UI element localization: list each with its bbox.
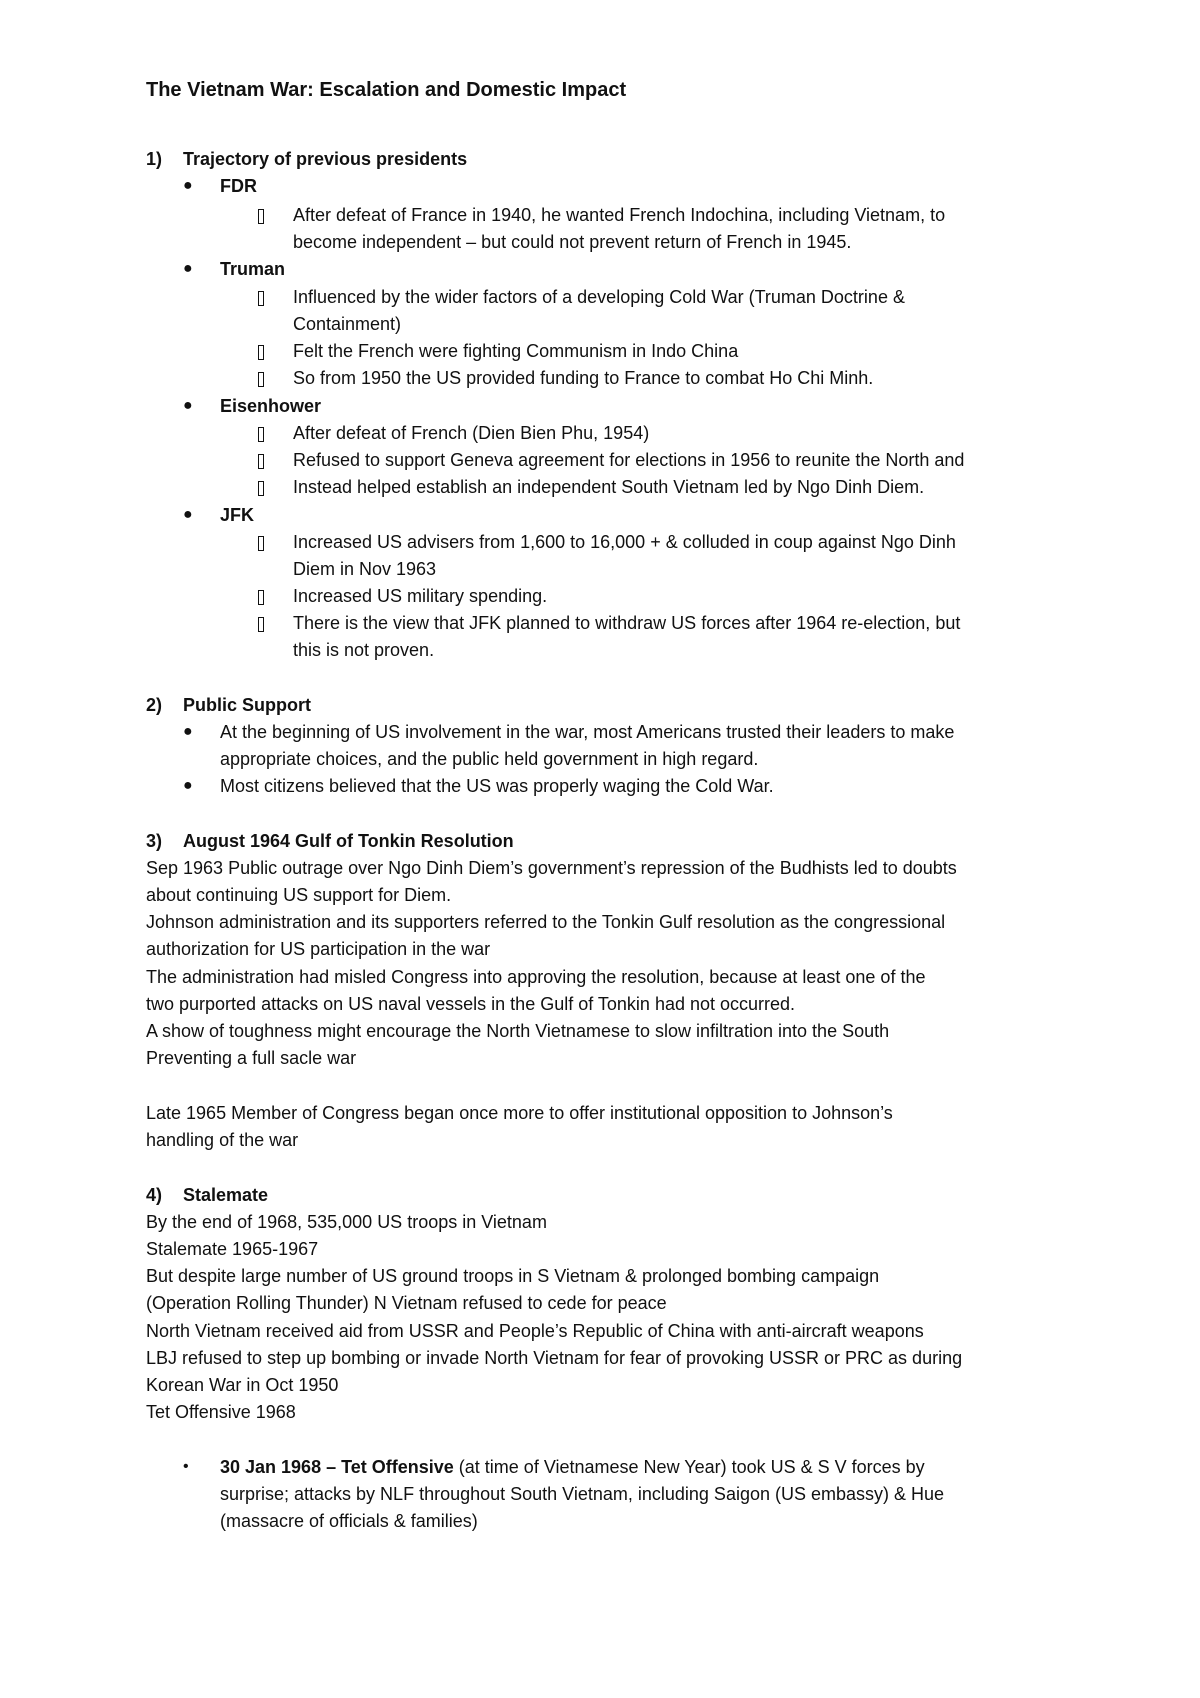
public-support-point-1-cont: appropriate choices, and the public held government in high regard. — [220, 749, 759, 769]
tet-offensive-point-cont: surprise; attacks by NLF throughout South Vietnam, including Saigon (US embassy) & Hue — [220, 1484, 945, 1504]
bullet-dot-icon: ● — [183, 260, 193, 277]
jfk-point-2: Increased US military spending. — [293, 586, 548, 606]
square-bullet-icon — [258, 481, 264, 496]
square-bullet-icon — [258, 536, 264, 551]
bullet-dot-icon: ● — [183, 177, 193, 194]
paragraph-line: But despite large number of US ground troops in S Vietnam & prolonged bombing campaign — [146, 1266, 880, 1286]
section-3-heading: August 1964 Gulf of Tonkin Resolution — [183, 831, 514, 851]
square-bullet-icon — [258, 617, 264, 632]
section-1-heading: Trajectory of previous presidents — [183, 149, 468, 169]
eisenhower-point-3: Instead helped establish an independent South Vietnam led by Ngo Dinh Diem. — [293, 477, 925, 497]
jfk-point-1-cont: Diem in Nov 1963 — [293, 559, 437, 579]
paragraph-line: two purported attacks on US naval vessels in the Gulf of Tonkin had not occurred. — [146, 994, 796, 1014]
square-bullet-icon — [258, 372, 264, 387]
paragraph-line: authorization for US participation in the war — [146, 939, 491, 959]
section-4-number: 4) — [146, 1185, 163, 1205]
section-4-heading: Stalemate — [183, 1185, 269, 1205]
tet-offensive-text: (at time of Vietnamese New Year) took US & S V forces by — [453, 1457, 925, 1477]
truman-point-3: So from 1950 the US provided funding to France to combat Ho Chi Minh. — [293, 368, 874, 388]
truman-point-1: Influenced by the wider factors of a developing Cold War (Truman Doctrine & — [293, 287, 905, 307]
paragraph-line: Johnson administration and its supporters referred to the Tonkin Gulf resolution as the congressional — [146, 912, 946, 932]
bullet-dot-icon: ● — [183, 397, 193, 414]
tet-offensive-point — [220, 1455, 925, 1479]
truman-point-2: Felt the French were fighting Communism in Indo China — [293, 341, 739, 361]
square-bullet-icon — [258, 427, 264, 442]
truman-label: Truman — [220, 259, 286, 279]
section-1-number: 1) — [146, 149, 163, 169]
bullet-dot-icon: ● — [183, 723, 193, 740]
square-bullet-icon — [258, 345, 264, 360]
bullet-dot-icon: • — [183, 1458, 189, 1475]
public-support-point-1: At the beginning of US involvement in the war, most Americans trusted their leaders to make — [220, 722, 955, 742]
paragraph-line: about continuing US support for Diem. — [146, 885, 452, 905]
paragraph-line: Preventing a full sacle war — [146, 1048, 357, 1068]
page-title: The Vietnam War: Escalation and Domestic Impact — [146, 79, 627, 101]
jfk-point-1: Increased US advisers from 1,600 to 16,000 + & colluded in coup against Ngo Dinh — [293, 532, 956, 552]
paragraph-line: Sep 1963 Public outrage over Ngo Dinh Diem’s government’s repression of the Budhists led to doubts — [146, 858, 957, 878]
eisenhower-label: Eisenhower — [220, 396, 322, 416]
paragraph-line: By the end of 1968, 535,000 US troops in Vietnam — [146, 1212, 547, 1232]
paragraph-line: The administration had misled Congress into approving the resolution, because at least one of the — [146, 967, 926, 987]
bullet-dot-icon: ● — [183, 777, 193, 794]
paragraph-line: Late 1965 Member of Congress began once more to offer institutional opposition to Johnson’s — [146, 1103, 893, 1123]
section-2-heading: Public Support — [183, 695, 311, 715]
eisenhower-point-2: Refused to support Geneva agreement for elections in 1956 to reunite the North and — [293, 450, 965, 470]
fdr-point-1-cont: become independent – but could not prevent return of French in 1945. — [293, 232, 852, 252]
square-bullet-icon — [258, 209, 264, 224]
square-bullet-icon — [258, 291, 264, 306]
public-support-point-2: Most citizens believed that the US was properly waging the Cold War. — [220, 776, 774, 796]
tet-offensive-point-cont: (massacre of officials & families) — [220, 1511, 478, 1531]
jfk-point-3-cont: this is not proven. — [293, 640, 435, 660]
section-3-number: 3) — [146, 831, 163, 851]
paragraph-line: handling of the war — [146, 1130, 299, 1150]
square-bullet-icon — [258, 454, 264, 469]
paragraph-line: A show of toughness might encourage the North Vietnamese to slow infiltration into the South — [146, 1021, 890, 1041]
jfk-label: JFK — [220, 505, 255, 525]
paragraph-line: Tet Offensive 1968 — [146, 1402, 296, 1422]
truman-point-1-cont: Containment) — [293, 314, 402, 334]
paragraph-line: North Vietnam received aid from USSR and People’s Republic of China with anti-aircraft weapons — [146, 1321, 924, 1341]
fdr-point-1: After defeat of France in 1940, he wanted French Indochina, including Vietnam, to — [293, 205, 946, 225]
bullet-dot-icon: ● — [183, 506, 193, 523]
paragraph-line: LBJ refused to step up bombing or invade North Vietnam for fear of provoking USSR or PRC as during — [146, 1348, 963, 1368]
square-bullet-icon — [258, 590, 264, 605]
section-2-number: 2) — [146, 695, 163, 715]
fdr-label: FDR — [220, 176, 257, 196]
tet-offensive-date: 30 Jan 1968 – Tet Offensive — [220, 1457, 454, 1477]
jfk-point-3: There is the view that JFK planned to withdraw US forces after 1964 re-election, but — [293, 613, 961, 633]
paragraph-line: Korean War in Oct 1950 — [146, 1375, 339, 1395]
eisenhower-point-1: After defeat of French (Dien Bien Phu, 1954) — [293, 423, 650, 443]
paragraph-line: Stalemate 1965-1967 — [146, 1239, 319, 1259]
paragraph-line: (Operation Rolling Thunder) N Vietnam refused to cede for peace — [146, 1293, 667, 1313]
